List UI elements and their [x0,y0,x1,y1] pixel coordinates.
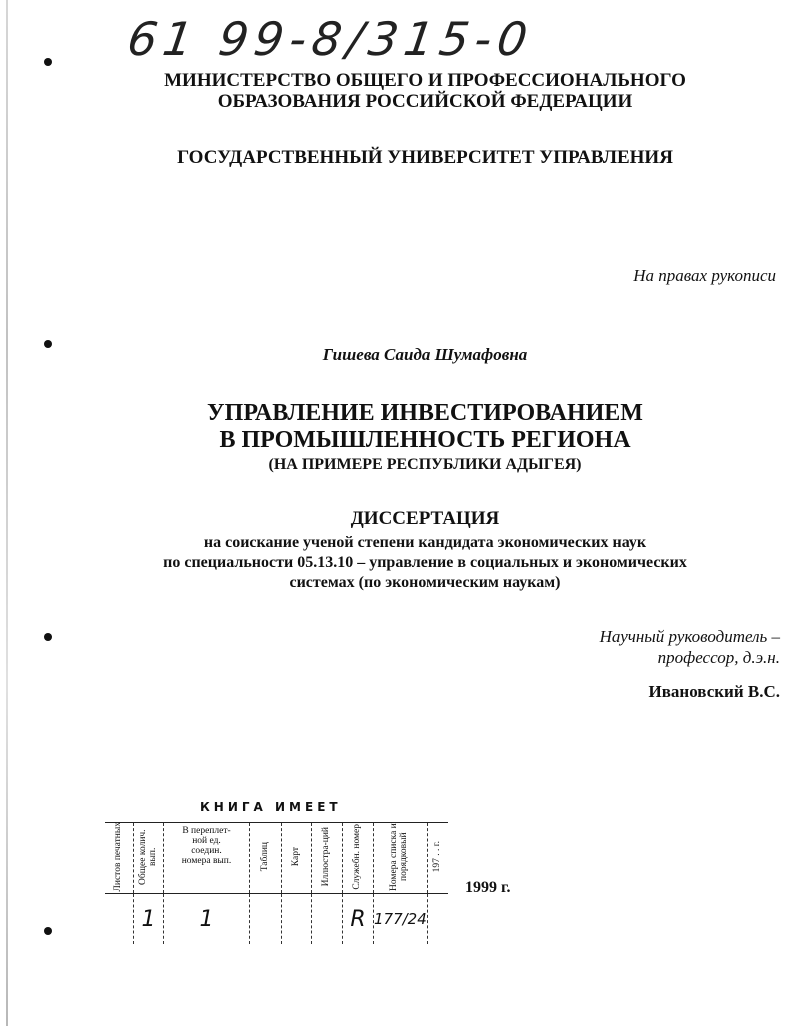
stamp-column-header: 197 . . г. [431,840,442,873]
punch-hole-mark [44,58,52,66]
title-line-2: В ПРОМЫШЛЕННОСТЬ РЕГИОНА [219,427,631,453]
stamp-value: R [343,894,374,945]
stamp-column-header: Номера списка и порядковый [389,822,410,891]
ministry-line-1: МИНИСТЕРСТВО ОБЩЕГО И ПРОФЕССИОНАЛЬНОГО [164,70,686,91]
stamp-column-header: Листов печатных [113,821,124,892]
supervisor-degree: профессор, д.э.н. [657,648,780,667]
ministry-heading [0,70,794,112]
author-name: Гишева Саида Шумафовна [322,345,528,364]
supervisor-block [600,626,780,668]
degree-description [0,533,794,593]
stamp-column-header: В переплет-ной ед. соедин. номера вып. [181,826,232,866]
punch-hole-mark [44,633,52,641]
degree-line: системах (по экономическим наукам) [289,574,561,591]
supervisor-name: Ивановский В.С. [648,682,780,701]
punch-hole-mark [44,927,52,935]
rights-note: На правах рукописи [633,266,776,285]
stamp-value: 1 [164,894,250,945]
stamp-value [250,894,282,945]
stamp-column-header: Общее колич. вып. [137,828,158,885]
year: 1999 г. [465,879,511,896]
stamp-value [427,894,448,945]
stamp-column-header: Служебн. номер [352,823,363,890]
document-type: ДИССЕРТАЦИЯ [350,508,500,529]
stamp-value [312,894,343,945]
stamp-column-header: Иллюстра-ций [321,826,332,887]
ministry-line-2: ОБРАЗОВАНИЯ РОССИЙСКОЙ ФЕДЕРАЦИИ [217,91,633,112]
supervisor-label: Научный руководитель – [599,627,780,646]
stamp-value: 177/24 [374,894,428,945]
dissertation-title [0,400,794,454]
stamp-value [282,894,312,945]
title-line-1: УПРАВЛЕНИЕ ИНВЕСТИРОВАНИЕМ [207,400,643,426]
stamp-heading: КНИГА ИМЕЕТ [200,800,342,814]
stamp-value: 1 [134,894,164,945]
university-name: ГОСУДАРСТВЕННЫЙ УНИВЕРСИТЕТ УПРАВЛЕНИЯ [177,147,673,168]
handwritten-catalog-code: 61 99-8/315-0 [124,12,537,66]
degree-line: на соискание ученой степени кандидата экономических наук [203,534,647,551]
degree-line: по специальности 05.13.10 – управление в социальных и экономических [163,554,687,571]
dissertation-subtitle: (НА ПРИМЕРЕ РЕСПУБЛИКИ АДЫГЕЯ) [268,456,582,473]
stamp-column-header: Карт [290,846,301,867]
stamp-value [105,894,134,945]
library-stamp-table [105,822,448,944]
stamp-column-header: Таблиц [259,841,270,872]
